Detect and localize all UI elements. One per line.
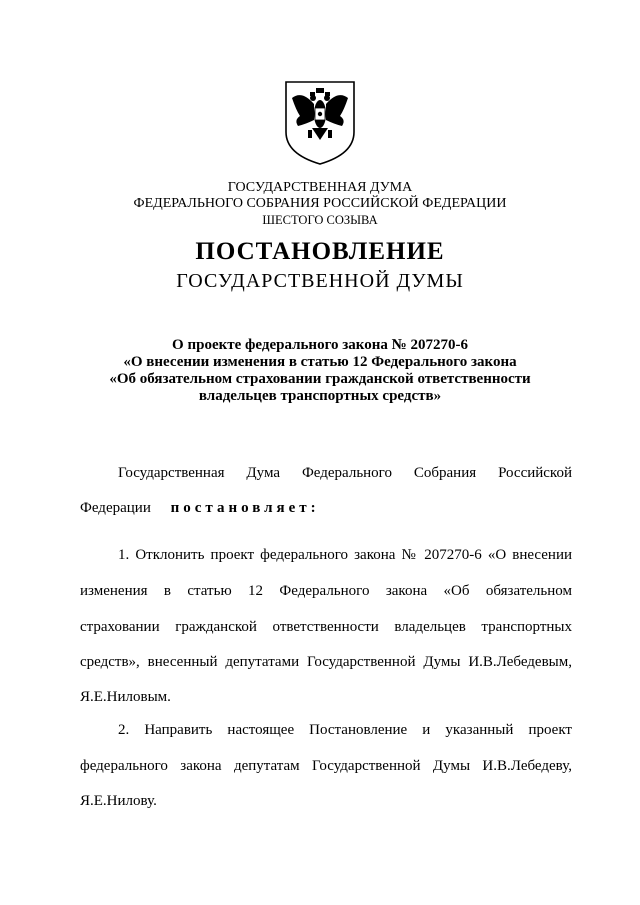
paragraph-1-line: изменения в статью 12 Федерального закона «Об обязательном xyxy=(80,583,572,599)
resolves-word: постановляет: xyxy=(170,500,320,516)
document-title: ПОСТАНОВЛЕНИЕ xyxy=(195,238,445,265)
convocation: ШЕСТОГО СОЗЫВА xyxy=(262,213,378,227)
intro-federation: Федерации xyxy=(80,500,151,516)
paragraph-1-line: 1. Отклонить проект федерального закона № 207270-6 «О внесении xyxy=(118,547,572,563)
document-subtitle: ГОСУДАРСТВЕННОЙ ДУМЫ xyxy=(176,270,464,292)
intro-line xyxy=(80,499,572,517)
intro-line: Государственная Дума Федерального Собрания Российской xyxy=(118,465,572,481)
org-name-line1: ГОСУДАРСТВЕННАЯ ДУМА xyxy=(227,180,413,195)
paragraph-1-line: средств», внесенный депутатами Государственной Думы И.В.Лебедевым, xyxy=(80,654,572,670)
paragraph-2-line: Я.Е.Нилову. xyxy=(80,793,157,809)
org-name-line2: ФЕДЕРАЛЬНОГО СОБРАНИЯ РОССИЙСКОЙ ФЕДЕРАЦИИ xyxy=(133,196,507,211)
subject-line: владельцев транспортных средств» xyxy=(198,388,442,404)
paragraph-2-line: федерального закона депутатам Государственной Думы И.В.Лебедеву, xyxy=(80,758,572,774)
russian-coat-of-arms-icon xyxy=(282,80,358,166)
subject-line: «Об обязательном страховании гражданской ответственности xyxy=(109,371,531,387)
paragraph-2-line: 2. Направить настоящее Постановление и указанный проект xyxy=(118,722,572,738)
subject-line: О проекте федерального закона № 207270-6 xyxy=(172,337,468,353)
subject-line: «О внесении изменения в статью 12 Федерального закона xyxy=(123,354,517,370)
paragraph-1-line: страховании гражданской ответственности владельцев транспортных xyxy=(80,619,572,635)
paragraph-1-line: Я.Е.Ниловым. xyxy=(80,689,171,705)
